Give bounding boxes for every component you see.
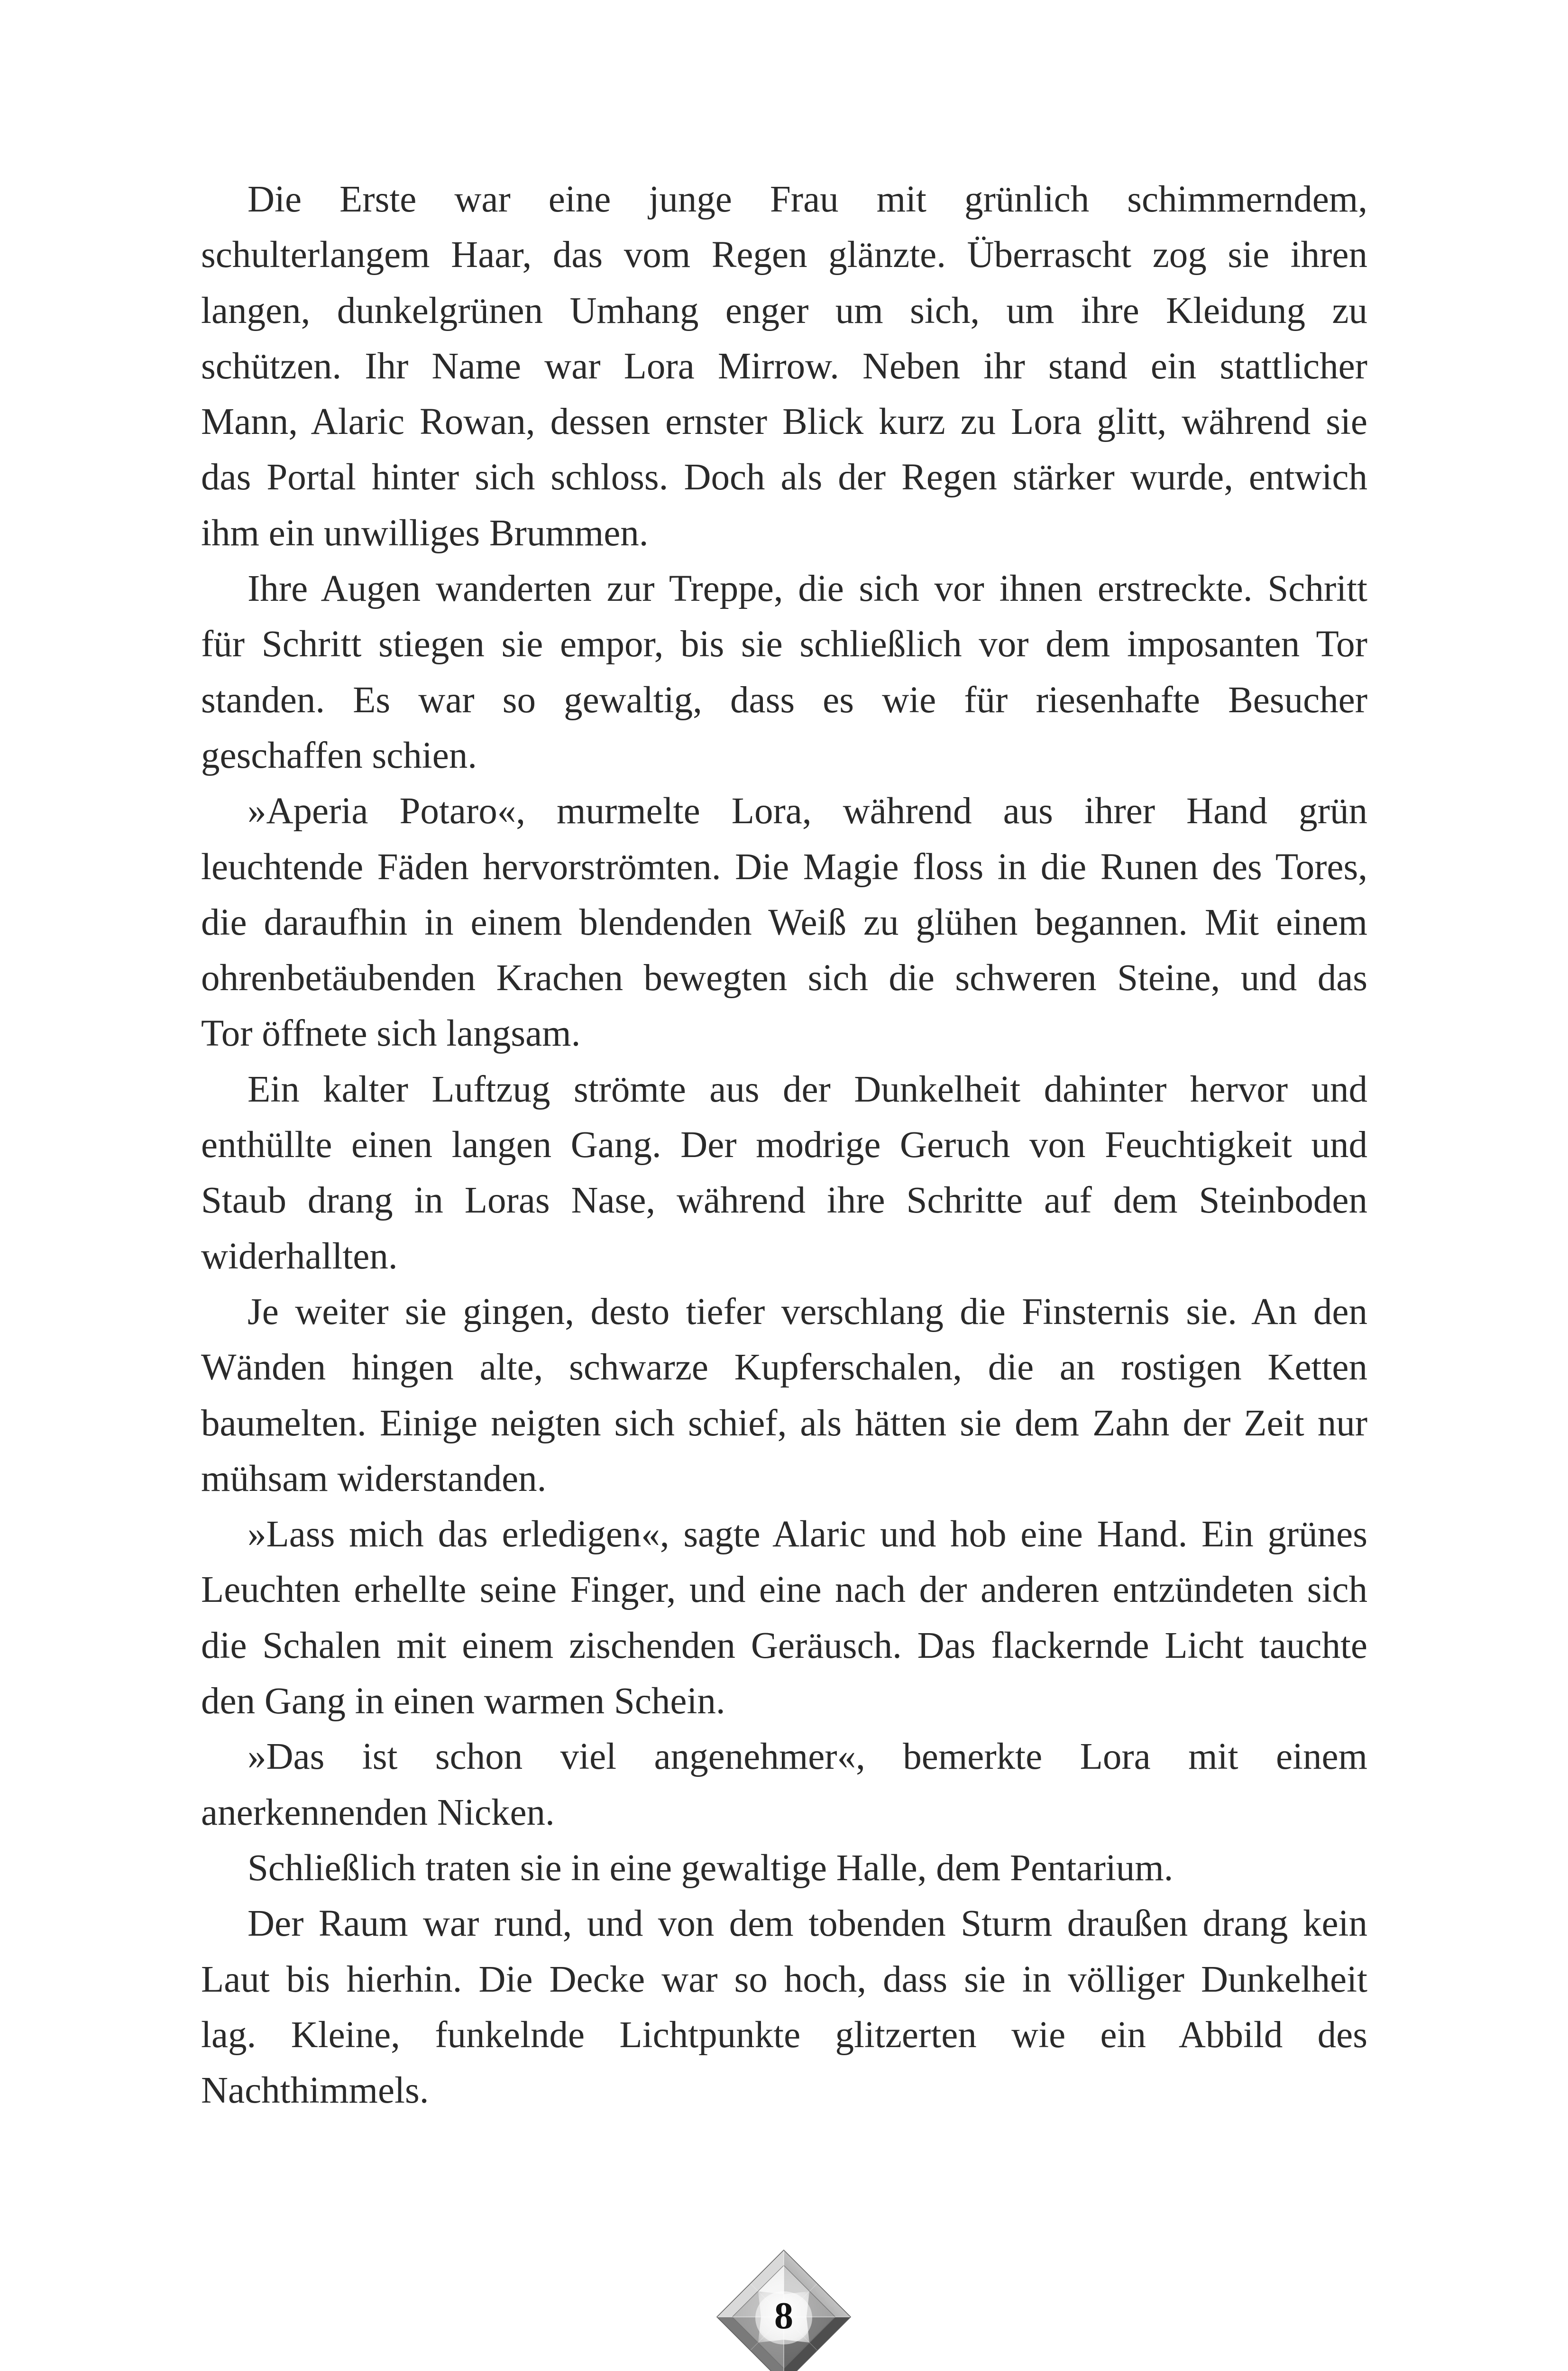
text-line: enthüllte einen langen Gang. Der modrige Geruch von Feuchtigkeit und [201, 1124, 1367, 1166]
text-line: geschaffen schien. [201, 735, 477, 776]
text-line: schulterlangem Haar, das vom Regen glänzte. Überrascht zog sie ihren [201, 234, 1367, 276]
paragraph-5 [201, 1284, 1367, 1507]
paragraph-7 [201, 1729, 1367, 1840]
text-line: Der Raum war rund, und von dem tobenden Sturm draußen drang kein [248, 1903, 1367, 1945]
text-line: Tor öffnete sich langsam. [201, 1013, 581, 1055]
text-line: schützen. Ihr Name war Lora Mirrow. Neben ihr stand ein stattlicher [201, 345, 1367, 387]
text-line: langen, dunkelgrünen Umhang enger um sich, um ihre Kleidung zu [201, 290, 1367, 331]
text-line: den Gang in einen warmen Schein. [201, 1681, 725, 1722]
text-line: Wänden hingen alte, schwarze Kupferschalen, die an rostigen Ketten [201, 1347, 1367, 1388]
text-line: Ein kalter Luftzug strömte aus der Dunkelheit dahinter hervor und [248, 1068, 1367, 1110]
paragraph-8 [201, 1840, 1367, 1896]
text-line: Mann, Alaric Rowan, dessen ernster Blick kurz zu Lora glitt, während sie [201, 401, 1367, 443]
text-line: Leuchten erhellte seine Finger, und eine nach der anderen entzündeten sich [201, 1569, 1367, 1611]
text-line: Schließlich traten sie in eine gewaltige Halle, dem Pentarium. [248, 1847, 1174, 1889]
text-line: anerkennenden Nicken. [201, 1792, 555, 1833]
body-text [201, 172, 1367, 2118]
text-line: Die Erste war eine junge Frau mit grünlich schimmerndem, [248, 179, 1367, 220]
text-line: »Aperia Potaro«, murmelte Lora, während aus ihrer Hand grün [248, 790, 1367, 832]
text-line: standen. Es war so gewaltig, dass es wie für riesenhafte Besucher [201, 679, 1367, 721]
text-line: leuchtende Fäden hervorströmten. Die Magie floss in die Runen des Tores, [201, 846, 1367, 888]
paragraph-4 [201, 1062, 1367, 1284]
page-number-ornament [714, 2247, 854, 2371]
text-line: Ihre Augen wanderten zur Treppe, die sich vor ihnen erstreckte. Schritt [248, 568, 1367, 610]
text-line: mühsam widerstanden. [201, 1458, 547, 1499]
text-line: Laut bis hierhin. Die Decke war so hoch, dass sie in völliger Dunkelheit [201, 1958, 1367, 2000]
page-number: 8 [774, 2295, 793, 2337]
text-line: widerhallten. [201, 1235, 398, 1277]
text-line: die Schalen mit einem zischenden Geräusch. Das flackernde Licht tauchte [201, 1625, 1367, 1666]
text-line: lag. Kleine, funkelnde Lichtpunkte glitzerten wie ein Abbild des [201, 2014, 1367, 2056]
text-line: ohrenbetäubenden Krachen bewegten sich die schweren Steine, und das [201, 957, 1367, 999]
text-line: baumelten. Einige neigten sich schief, als hätten sie dem Zahn der Zeit nur [201, 1402, 1367, 1444]
text-line: für Schritt stiegen sie empor, bis sie schließlich vor dem imposanten Tor [201, 624, 1367, 665]
text-line: »Lass mich das erledigen«, sagte Alaric und hob eine Hand. Ein grünes [248, 1514, 1367, 1555]
text-line: Nachthimmels. [201, 2070, 429, 2112]
text-line: Staub drang in Loras Nase, während ihre Schritte auf dem Steinboden [201, 1180, 1367, 1222]
paragraph-1 [201, 172, 1367, 561]
paragraph-3 [201, 783, 1367, 1061]
paragraph-2 [201, 561, 1367, 783]
text-line: das Portal hinter sich schloss. Doch als der Regen stärker wurde, entwich [201, 457, 1367, 498]
text-line: die daraufhin in einem blendenden Weiß zu glühen begannen. Mit einem [201, 901, 1367, 943]
text-line: »Das ist schon viel angenehmer«, bemerkte Lora mit einem [248, 1736, 1367, 1778]
text-line: ihm ein unwilliges Brummen. [201, 512, 649, 554]
paragraph-9 [201, 1896, 1367, 2118]
paragraph-6 [201, 1507, 1367, 1729]
text-line: Je weiter sie gingen, desto tiefer verschlang die Finsternis sie. An den [248, 1291, 1367, 1333]
